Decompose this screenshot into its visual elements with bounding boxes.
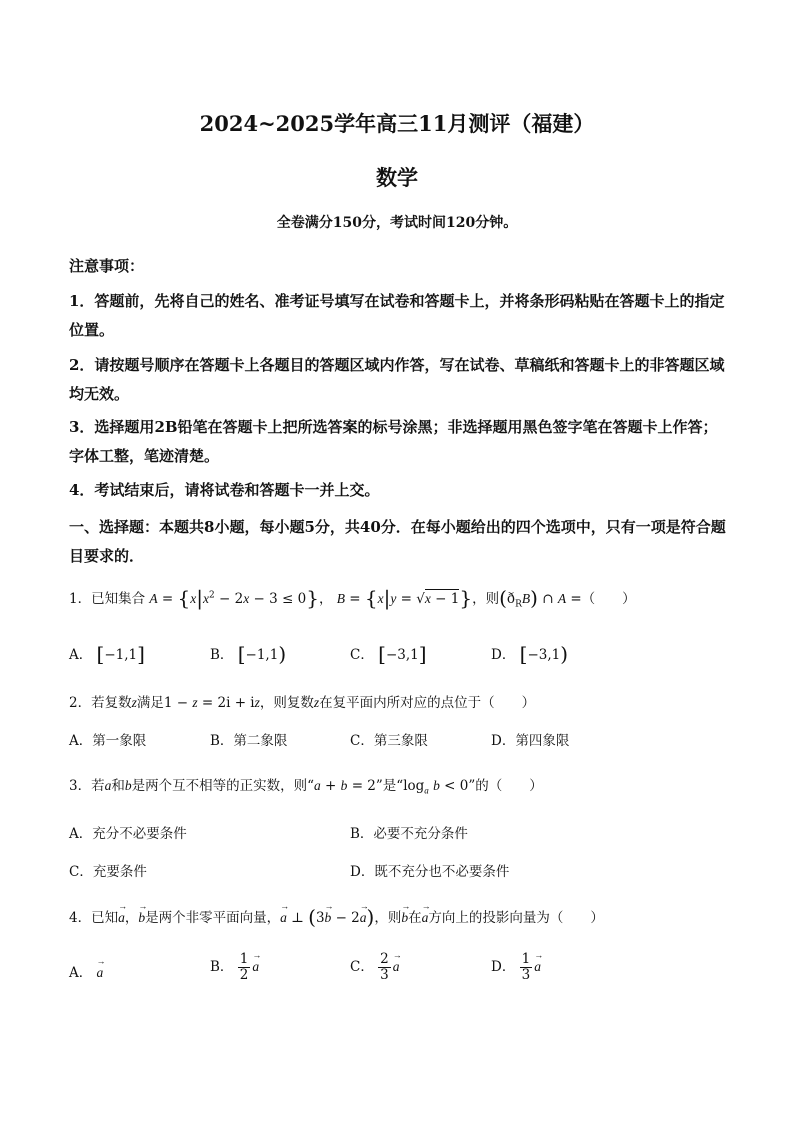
q1-option-d: D． [−3,1): [491, 642, 569, 666]
notes-heading: 注意事项：: [69, 257, 145, 275]
note-item-3: 3．选择题用2B铅笔在答题卡上把所选答案的标号涂黑；非选择题用黑色签字笔在答题卡上作答；字体工整，笔迹清楚。: [69, 418, 718, 465]
q2-option-d: D．第四象限: [491, 733, 570, 749]
q3-option-c: C．充要条件: [69, 864, 147, 880]
q1-option-a: A． [−1,1]: [69, 642, 145, 666]
q1-option-b: B． [−1,1): [210, 642, 287, 666]
q1-option-c: C． [−3,1]: [350, 642, 427, 666]
exam-title: 2024~2025学年高三11月测评（福建）: [199, 111, 595, 136]
q4-option-c: C． $\frac{2}{3}$ → a: [350, 952, 399, 983]
note-item-1: 1．答题前，先将自己的姓名、准考证号填写在试卷和答题卡上，并将条形码粘贴在答题卡上的指定位置。: [69, 292, 725, 339]
q3-option-b: B．必要不充分条件: [350, 826, 468, 842]
note-item-2: 2．请按题号顺序在答题卡上各题目的答题区域内作答，写在试卷、草稿纸和答题卡上的非答题区域均无效。: [69, 356, 725, 403]
note-item-4: 4．考试结束后，请将试卷和答题卡一并上交。: [69, 481, 380, 499]
q2-option-c: C．第三象限: [350, 733, 428, 749]
question-1: 1．已知集合 $A = \{x|x^2 - 2x - 3 \le 0\}$， B = {x|y = √x − 1}，则$(ð_RB)$ ∩ A =（ ）: [69, 586, 636, 610]
question-3: 3．若a和b是两个互不相等的正实数，则“a + b = 2”是“$\log_a$ b < 0”的（ ）: [69, 778, 543, 796]
section-heading: 一、选择题：本题共8小题，每小题5分，共40分．在每小题给出的四个选项中，只有一项是符合题目要求的．: [69, 518, 726, 565]
subject-heading: 数学: [376, 165, 418, 190]
q2-option-a: A．第一象限: [69, 733, 147, 749]
q4-option-b: B． $\frac{1}{2}$ → a: [210, 952, 259, 983]
q4-option-d: D． $\frac{1}{3}$ → a: [491, 952, 541, 983]
q4-option-a: A． → a: [69, 961, 103, 981]
q3-option-d: D．既不充分也不必要条件: [350, 864, 510, 880]
full-mark-note: 全卷满分150分，考试时间120分钟。: [276, 215, 518, 231]
q2-option-b: B．第二象限: [210, 733, 288, 749]
question-4: 4．已知→ a，→ b是两个非零平面向量，→ a ⊥ (3→ b − 2→ a)，则→ b在→ a方向上的投影向量为（ ）: [69, 905, 604, 929]
question-2: 2．若复数z满足1 − z = 2i + iz，则复数z在复平面内所对应的点位于（ ）: [69, 695, 536, 711]
q3-option-a: A．充分不必要条件: [69, 826, 187, 842]
